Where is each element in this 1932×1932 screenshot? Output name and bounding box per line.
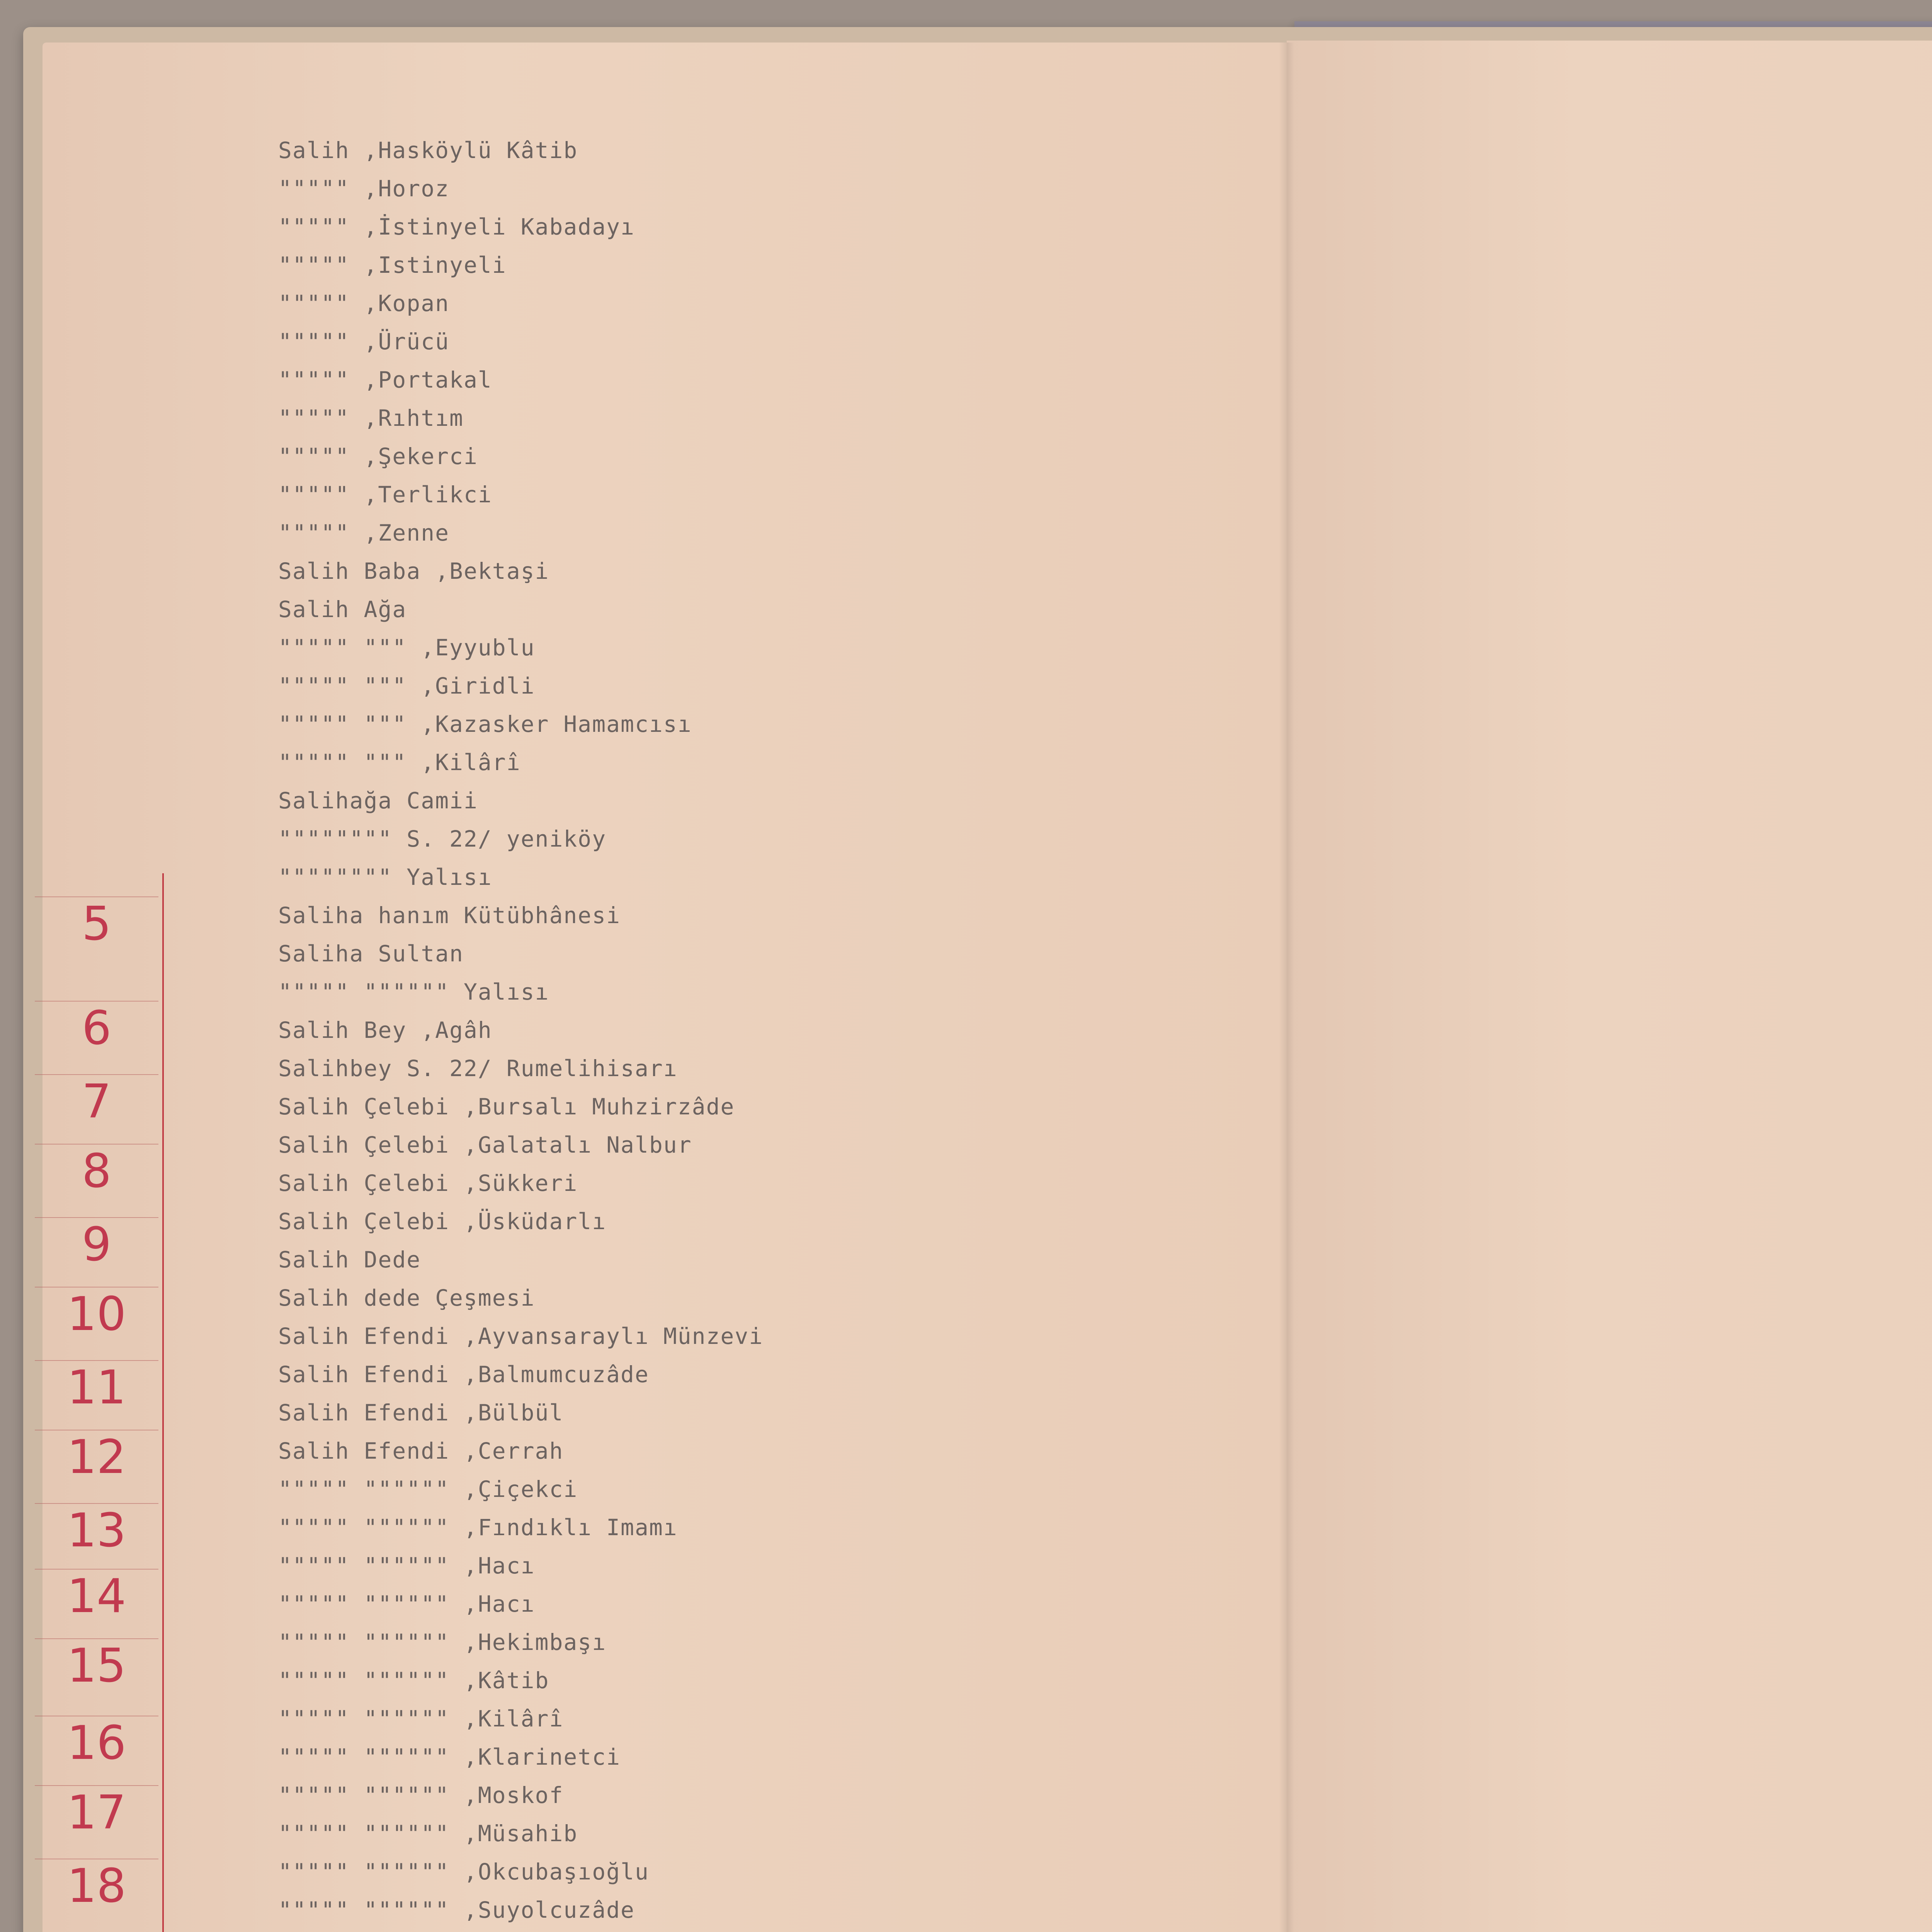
list-item: """"" """""" Yalısı <box>278 979 549 1005</box>
list-item: """"" """""" ,Suyolcuzâde <box>278 1897 635 1923</box>
list-item: Salih Efendi ,Bülbül <box>278 1400 564 1426</box>
list-item: """"" """""" ,Fındıklı Imamı <box>278 1514 678 1541</box>
list-item: Salihağa Camii <box>278 787 478 814</box>
index-tab[interactable]: 5 <box>35 896 158 1002</box>
list-item: Salih Çelebi ,Galatalı Nalbur <box>278 1132 692 1158</box>
list-item: Saliha Sultan <box>278 940 464 967</box>
index-tab[interactable]: 11 <box>35 1360 158 1430</box>
list-item: """"" """""" ,Hacı <box>278 1591 535 1617</box>
list-item: """"" ,Portakal <box>278 367 492 393</box>
list-item: """""""" S. 22/ yeniköy <box>278 826 607 852</box>
list-item: """"" ,Zenne <box>278 520 450 546</box>
list-item: """"" ,Horoz <box>278 175 450 202</box>
list-item: """"" ,Ürücü <box>278 328 450 355</box>
index-tab[interactable]: 8 <box>35 1144 158 1218</box>
index-tab[interactable]: 18 <box>35 1859 158 1932</box>
index-tab[interactable]: 7 <box>35 1074 158 1145</box>
index-tab[interactable]: 14 <box>35 1569 158 1639</box>
list-item: """"" """""" ,Moskof <box>278 1782 564 1808</box>
right-page <box>1287 41 1932 1932</box>
index-tab[interactable]: 12 <box>35 1430 158 1504</box>
index-tab[interactable]: 17 <box>35 1785 158 1859</box>
list-item: """"" """""" ,Çiçekci <box>278 1476 578 1502</box>
list-item: Salih Ağa <box>278 596 407 622</box>
list-item: Saliha hanım Kütübhânesi <box>278 902 621 929</box>
list-item: """"" ,Şekerci <box>278 443 478 469</box>
list-item: Salih Çelebi ,Bursalı Muhzirzâde <box>278 1094 735 1120</box>
list-item: """"" """ ,Kazasker Hamamcısı <box>278 711 692 737</box>
index-tabs <box>35 873 164 1932</box>
list-item: Salih Dede <box>278 1247 421 1273</box>
index-tab[interactable]: 9 <box>35 1217 158 1287</box>
list-item: """"" ,Rıhtım <box>278 405 464 431</box>
list-item: Salih Çelebi ,Üsküdarlı <box>278 1208 607 1235</box>
list-item: Salih ,Hasköylü Kâtib <box>278 137 578 163</box>
list-item: """"" ,İstinyeli Kabadayı <box>278 214 635 240</box>
list-item: """"" ,Terlikci <box>278 481 492 508</box>
index-tab[interactable]: 6 <box>35 1001 158 1075</box>
list-item: Salihbey S. 22/ Rumelihisarı <box>278 1055 678 1082</box>
list-item: """"" """""" ,Kilârî <box>278 1706 564 1732</box>
list-item: Salih Çelebi ,Sükkeri <box>278 1170 578 1196</box>
list-item: Salih Baba ,Bektaşi <box>278 558 549 584</box>
list-item: """"" """""" ,Klarinetci <box>278 1744 621 1770</box>
list-item: """"" """ ,Kilârî <box>278 749 521 776</box>
list-item: """"" """""" ,Hekimbaşı <box>278 1629 607 1655</box>
list-item: Salih Efendi ,Balmumcuzâde <box>278 1361 649 1388</box>
list-item: Salih dede Çeşmesi <box>278 1285 535 1311</box>
list-item: """"" """""" ,Müsahib <box>278 1820 578 1847</box>
index-tab[interactable]: 16 <box>35 1716 158 1786</box>
list-item: """"" """""" ,Kâtib <box>278 1667 549 1694</box>
page-gutter <box>1279 43 1294 1932</box>
list-item: Salih Efendi ,Ayvansaraylı Münzevi <box>278 1323 764 1349</box>
entry-list <box>278 131 1206 1929</box>
list-item: """"" """""" ,Hacı <box>278 1553 535 1579</box>
list-item: """"" ,Kopan <box>278 290 450 316</box>
list-item: """"" ,Istinyeli <box>278 252 507 278</box>
index-tab[interactable]: 15 <box>35 1638 158 1716</box>
index-tab[interactable]: 13 <box>35 1503 158 1570</box>
list-item: """"" """ ,Giridli <box>278 673 535 699</box>
list-item: """""""" Yalısı <box>278 864 492 890</box>
index-tab[interactable]: 10 <box>35 1287 158 1361</box>
list-item: Salih Bey ,Agâh <box>278 1017 492 1043</box>
list-item: """"" """ ,Eyyublu <box>278 634 535 661</box>
list-item: """"" """""" ,Okcubaşıoğlu <box>278 1859 649 1885</box>
list-item: Salih Efendi ,Cerrah <box>278 1438 564 1464</box>
